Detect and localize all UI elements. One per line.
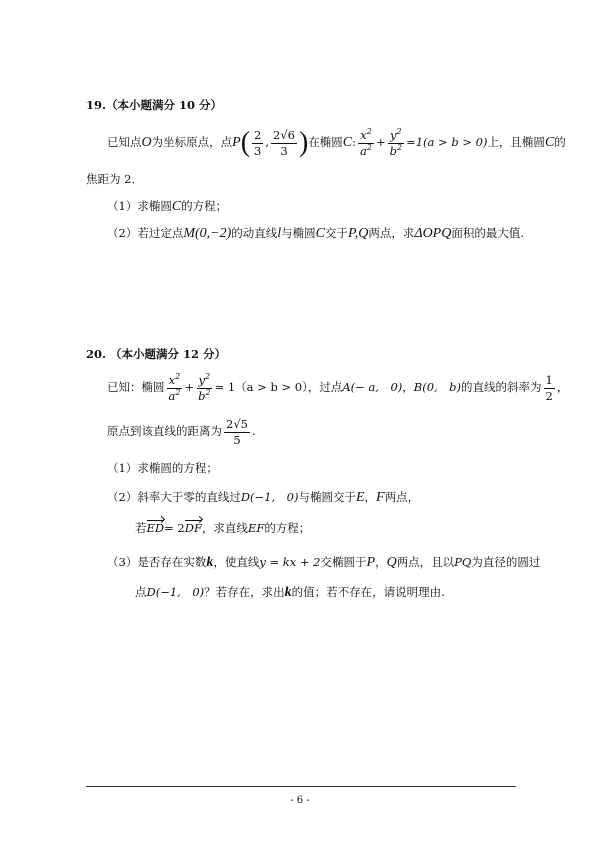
denominator: 5 — [233, 432, 241, 447]
numerator: $y^2$ — [198, 372, 211, 388]
denominator: 3 — [280, 143, 288, 158]
point-e: E — [355, 490, 365, 505]
denominator: $b^2$ — [389, 142, 403, 158]
plus: + — [184, 380, 195, 395]
point-b: B(0, b) — [413, 380, 462, 395]
point-d: D(−1, 0) — [146, 585, 205, 599]
q19-text: （1）求椭圆 — [107, 199, 172, 213]
page-number: - 6 - — [290, 795, 310, 806]
numerator: 1 — [545, 373, 553, 388]
right-paren: ) — [298, 127, 309, 158]
numerator: $y^2$ — [390, 127, 402, 143]
footer-rule — [86, 786, 516, 787]
point-a: A(− a, 0) — [342, 380, 403, 395]
segment-pq: PQ — [454, 555, 472, 569]
points-pq: P,Q — [348, 226, 369, 241]
denominator: $b^2$ — [198, 387, 211, 403]
q20-text: 已知：椭圆 — [107, 380, 165, 395]
q20-text: 两点，且以 — [396, 555, 455, 569]
point-d: D(−1, 0) — [240, 490, 299, 504]
q19-ellipse-c: C — [171, 199, 182, 214]
point-m: M(0,−2) — [183, 226, 232, 241]
q20-text: （2）斜率大于零的直线过 — [107, 490, 241, 504]
comma: , — [265, 135, 269, 150]
point-q: Q — [386, 555, 397, 570]
left-paren: ( — [240, 127, 251, 158]
q20-text: ？若存在，求出 — [204, 585, 285, 599]
q20-text: 交椭圆于 — [320, 555, 367, 569]
line-l: l — [277, 226, 282, 241]
fraction-distance — [224, 418, 250, 445]
fraction-slope — [544, 374, 555, 401]
q19-part1 — [107, 200, 227, 214]
q20-text: 原点到该直线的距离为 — [107, 424, 222, 439]
q20-text: ，使直线 — [213, 555, 260, 569]
q20-text: 的方程； — [264, 521, 311, 535]
vector-ed: ED — [146, 521, 165, 535]
q20-heading: 20. （本小题满分 12 分） — [86, 347, 227, 361]
q20-part2 — [107, 491, 419, 505]
q19-part2 — [107, 227, 524, 241]
q19-line2: 焦距为 2． — [86, 172, 143, 186]
numerator: $x^2$ — [168, 372, 181, 388]
fraction-y — [388, 129, 404, 156]
denominator: 2 — [545, 388, 553, 403]
equals-one: = 1 — [214, 380, 236, 395]
q19-text: 交于 — [325, 226, 348, 240]
fraction — [271, 129, 297, 156]
q20-text: 若 — [135, 521, 147, 535]
q20-text: （a > b > 0），过点 — [235, 380, 343, 395]
q19-ellipse-c: C — [544, 135, 555, 150]
q19-heading: 19.（本小题满分 10 分） — [86, 98, 223, 112]
numerator: 2√5 — [226, 417, 248, 432]
numerator: 2 — [254, 128, 262, 143]
colon: : — [352, 135, 357, 150]
q20-part2-cont — [135, 523, 310, 535]
line-ef: EF — [247, 521, 265, 535]
q19-text: 两点，求 — [368, 226, 415, 240]
comma: ， — [402, 380, 414, 395]
numerator: $x^2$ — [360, 127, 372, 143]
q19-text: 的方程； — [181, 199, 228, 213]
comma: ， — [375, 555, 387, 569]
denominator: 3 — [254, 143, 262, 158]
q19-ellipse-c: C — [315, 226, 325, 241]
line-equation: y = kx + 2 — [259, 555, 321, 569]
point-p: P — [366, 555, 376, 570]
q20-text: （3）是否存在实数 — [107, 555, 207, 569]
var-k: k — [284, 585, 292, 600]
numerator: 2√6 — [273, 128, 295, 143]
q19-text: 上，且椭圆 — [487, 135, 545, 150]
q20-part3 — [107, 556, 540, 570]
comma: ， — [556, 380, 569, 395]
q20-text: 两点， — [384, 490, 420, 504]
q19-text: 在椭圆 — [308, 135, 343, 150]
comma: ， — [364, 490, 377, 504]
q20-text: ，求直线 — [201, 521, 248, 535]
q20-text: 点 — [135, 585, 147, 599]
q19-ellipse-c: C — [342, 135, 353, 150]
equation-rhs: =1(a > b > 0) — [406, 135, 488, 150]
q19-text: （2）若过定点 — [107, 226, 184, 240]
fraction-y — [196, 374, 212, 401]
q19-text: 的动直线 — [231, 226, 278, 240]
triangle-opq: ΔOPQ — [414, 226, 452, 241]
q19-text: 已知点 — [107, 135, 142, 150]
q20-text: 的直线的斜率为 — [461, 380, 542, 395]
fraction-x — [167, 374, 183, 401]
q19-point-o: O — [141, 135, 152, 150]
period: . — [251, 424, 256, 439]
plus: + — [375, 135, 386, 150]
q19-text: 面积的最大值. — [451, 226, 525, 240]
q20-text: 的值；若不存在，请说明理由. — [291, 585, 445, 599]
vector-df: DF — [184, 521, 202, 535]
q20-part3-cont — [135, 586, 445, 600]
fraction — [252, 129, 263, 156]
q20-line1 — [107, 371, 568, 405]
var-k: k — [206, 555, 214, 570]
q19-text: 与椭圆 — [281, 226, 316, 240]
q19-point-p: P — [232, 135, 241, 150]
equals: = 2 — [164, 521, 185, 535]
denominator: $a^2$ — [360, 142, 372, 158]
q19-text: 的 — [554, 135, 566, 150]
q20-line2 — [107, 416, 256, 448]
q19-text: 为坐标原点，点 — [151, 135, 233, 150]
q19-line1 — [107, 126, 566, 160]
fraction-x — [358, 129, 374, 156]
denominator: $a^2$ — [168, 387, 181, 403]
q20-text: 与椭圆交于 — [298, 490, 356, 504]
q20-part1: （1）求椭圆的方程； — [107, 461, 218, 475]
q20-text: 为直径的圆过 — [471, 555, 541, 569]
point-f: F — [376, 490, 385, 505]
